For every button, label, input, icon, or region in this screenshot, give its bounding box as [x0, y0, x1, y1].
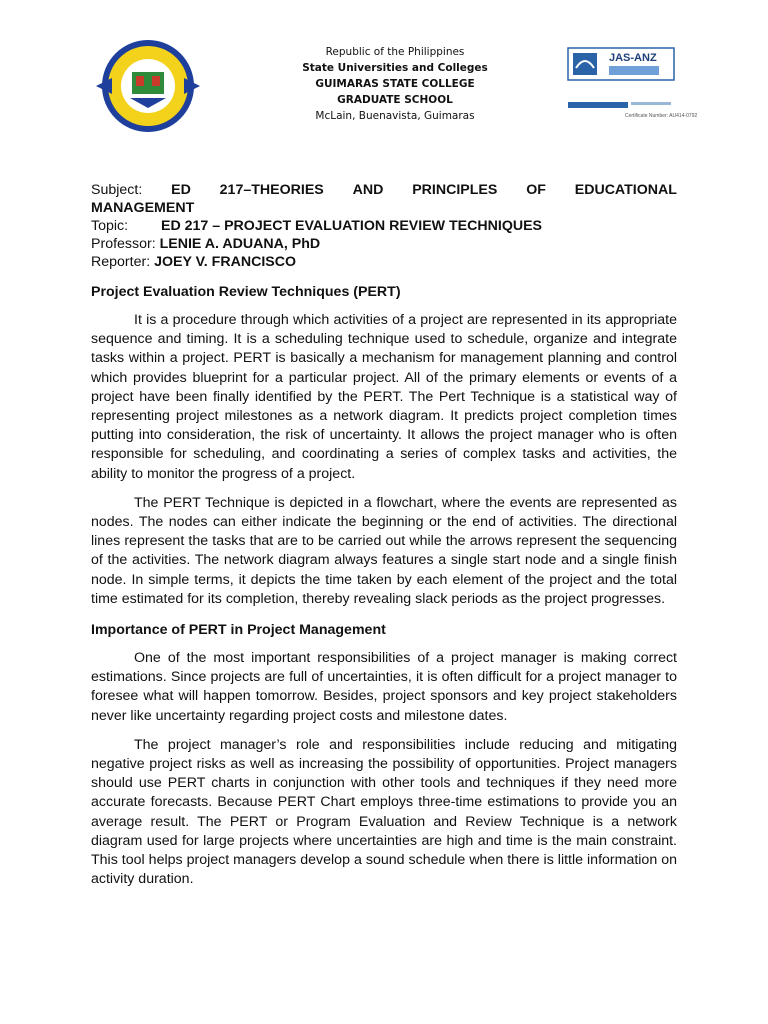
- section-heading-importance: Importance of PERT in Project Management: [91, 622, 386, 639]
- topic-value: ED 217 – PROJECT EVALUATION REVIEW TECHNIQUES: [161, 218, 543, 234]
- subject-word: 217–THEORIES: [219, 182, 324, 198]
- topic-label: Topic:: [91, 218, 129, 234]
- letterhead-header: [0, 0, 768, 150]
- system-line: State Universities and Colleges: [302, 62, 488, 74]
- topic-line: [91, 217, 677, 235]
- body-paragraph: One of the most important responsibilities of a project manager is making correct estimations. Since projects are full of uncertainties, it is often difficult for a project manager to foresee what will happen tomorrow. Besides, project sponsors and key project stakeholders never like uncertainty regarding project costs and milestone dates.: [91, 650, 677, 724]
- subject-word: EDUCATIONAL: [574, 182, 677, 198]
- subject-word: ED: [171, 182, 191, 198]
- subject-label: Subject:: [91, 182, 143, 198]
- professor-label: Professor:: [91, 236, 156, 252]
- subject-continuation: MANAGEMENT: [91, 200, 195, 216]
- college-name: GUIMARAS STATE COLLEGE: [315, 78, 475, 90]
- document-body: [91, 181, 677, 899]
- body-paragraph: It is a procedure through which activities of a project are represented in its appropriate sequence and timing. It is a scheduling technique used to schedule, organize and integrate tasks within a project. PERT is basically a mechanism for management planning and control which provides blueprint for a particular project. All of the primary elements or events of a project have been finally identified by the PERT. The Pert Technique is a statistical way of representing project milestones as a network diagram. It predicts project completion times putting into consideration, the risk of uncertainty. It allows the project manager who is often responsible for scheduling, and coordinating a series of complex tasks and activities, the ability to monitor the progress of a project.: [91, 312, 677, 482]
- school-name: GRADUATE SCHOOL: [337, 94, 453, 106]
- subject-word: AND: [352, 182, 384, 198]
- professor-line: [91, 235, 677, 253]
- jas-anz-certification-logo: [567, 46, 698, 120]
- address-line: McLain, Buenavista, Guimaras: [315, 110, 475, 122]
- reporter-label: Reporter:: [91, 254, 151, 270]
- subject-word: OF: [526, 182, 546, 198]
- subject-line: [91, 181, 677, 199]
- body-paragraph: The project manager’s role and responsibilities include reducing and mitigating negative project risks as well as increasing the possibility of opportunities. Project managers should use PERT charts in conjunction with other tools and techniques if they need more accurate forecasts. Because PERT Chart employs three-time estimations to provide you an average result. The PERT or Program Evaluation and Review Technique is a network diagram used for large projects where uncertainties are high and time is the main constraint. This tool helps project managers develop a sound schedule when there is little information on activity duration.: [91, 736, 677, 888]
- republic-line: Republic of the Philippines: [325, 46, 465, 58]
- letterhead-text: [250, 44, 540, 124]
- reporter-value: JOEY V. FRANCISCO: [154, 254, 297, 270]
- cert-label: JAS-ANZ: [609, 52, 657, 64]
- professor-value: LENIE A. ADUANA, PhD: [159, 236, 321, 252]
- body-paragraph: The PERT Technique is depicted in a flowchart, where the events are represented as nodes. The nodes can either indicate the beginning or the end of activities. The directional lines represent the tasks that are to be carried out while the arrows represent the sequencing of the activities. The network diagram always features a single start node and a single finish node. In simple terms, it depicts the time taken by each element of the project and the total time estimated for its completion, thereby revealing slack periods as the project progresses.: [91, 494, 677, 607]
- section-heading-pert: Project Evaluation Review Techniques (PERT): [91, 284, 401, 300]
- subject-word: PRINCIPLES: [412, 182, 498, 198]
- college-seal-logo: [92, 36, 204, 136]
- reporter-line: [91, 253, 677, 271]
- cert-number: Certificate Number: AU414-0792: [625, 113, 698, 119]
